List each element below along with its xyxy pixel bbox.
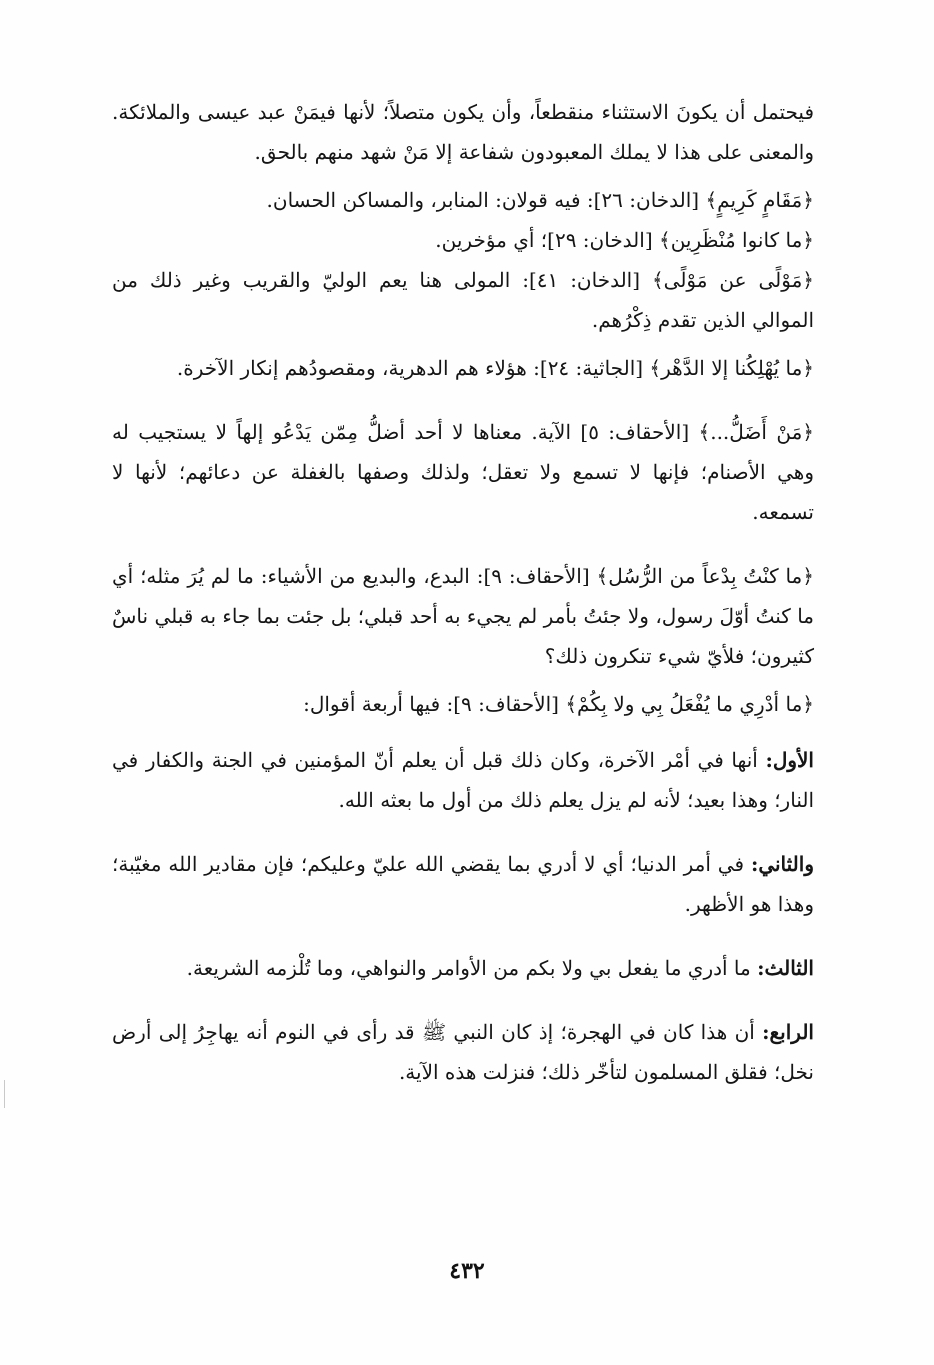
paragraph-text: ﴿ما كنْتُ بِدْعاً من الرُّسُل﴾ [الأحقاف: ٩]: البدع، والبديع من الأشياء: ما لم يُرَ مثله؛ أي ما كنتُ أوّلَ رسول، ولا جئتُ بأمر لم يجيء به أحد قبلي؛ بل جئت بما جاء به قبلي ناسٌ كثيرون؛ فلأيّ شيء تنكرون ذلك؟ <box>112 564 814 668</box>
paragraph-maqam-karim <box>112 180 814 220</box>
paragraph-text: ﴿مَقَامٍ كَرِيمٍ﴾ [الدخان: ٢٦]: فيه قولان: المنابر، والمساكن الحسان. <box>266 188 814 212</box>
paragraph-text: أنها في أمْر الآخرة، وكان ذلك قبل أن يعلم أنّ المؤمنين في الجنة والكفار في النار؛ وهذا بعيد؛ لأنه لم يزل يعلم ذلك من أول ما بعثه الله. <box>112 748 814 812</box>
paragraph-dahr <box>112 348 814 388</box>
paragraph-text: فيحتمل أن يكونَ الاستثناء منقطعاً، وأن يكون متصلاً؛ لأنها فيمَنْ عبد عيسى والملائكة. والمعنى على هذا لا يملك المعبودون شفاعة إلا مَنْ شهد منهم بالحق. <box>112 100 814 164</box>
paragraph-text: ﴿ما كانوا مُنْظَرِين﴾ [الدخان: ٢٩]؛ أي مؤخرين. <box>435 228 814 252</box>
paragraph-lead: والثاني: <box>750 852 814 876</box>
paragraph-lead: الأول: <box>765 748 814 772</box>
paragraph-third-opinion <box>112 948 814 988</box>
paragraph-mawla <box>112 260 814 340</box>
page-number: ٤٣٢ <box>449 1258 485 1284</box>
paragraph-second-opinion <box>112 844 814 924</box>
paragraph-text: ﴿مَوْلًى عن مَوْلًى﴾ [الدخان: ٤١]: المولى هنا يعم الوليّ والقريب وغير ذلك من الموالي الذين تقدم ذِكْرُهم. <box>112 268 814 332</box>
paragraph-munzarin <box>112 220 814 260</box>
paragraph-text: في أمر الدنيا؛ أي لا أدري بما يقضي الله عليّ وعليكم؛ فإن مقادير الله مغيّبة؛ وهذا هو الأظهر. <box>112 852 814 916</box>
paragraph-text: أن هذا كان في الهجرة؛ إذ كان النبي ﷺ قد رأى في النوم أنه يهاجِرُ إلى أرض نخل؛ فقلق المسلمون لتأخّر ذلك؛ فنزلت هذه الآية. <box>112 1020 814 1084</box>
paragraph-lead: الثالث: <box>757 956 814 980</box>
page-body <box>112 92 814 1092</box>
paragraph-text: ﴿ما يُهْلِكُنا إلا الدَّهْر﴾ [الجاثية: ٢٤]: هؤلاء هم الدهرية، ومقصودُهم إنكار الآخرة. <box>176 356 814 380</box>
paragraph-intro <box>112 92 814 172</box>
paragraph-adall <box>112 412 814 532</box>
margin-mark <box>4 1080 5 1108</box>
paragraph-text: ﴿ما أدْرِي ما يُفْعَلُ بِي ولا بِكُمْ﴾ [الأحقاف: ٩]: فيها أربعة أقوال: <box>303 692 814 716</box>
paragraph-text: ﴿مَنْ أَضَلُّ...﴾ [الأحقاف: ٥] الآية. معناها لا أحد أضلُّ مِمّن يَدْعُو إلهاً لا يستجيب له وهي الأصنام؛ فإنها لا تسمع ولا تعقل؛ ولذلك وصفها بالغفلة عن دعائهم؛ لأنها لا تسمعه. <box>112 420 814 524</box>
paragraph-ma-adri <box>112 684 814 724</box>
paragraph-fourth-opinion <box>112 1012 814 1092</box>
paragraph-lead: الرابع: <box>762 1020 814 1044</box>
paragraph-bidan <box>112 556 814 676</box>
paragraph-first-opinion <box>112 740 814 820</box>
paragraph-text: ما أدري ما يفعل بي ولا بكم من الأوامر والنواهي، وما تُلْزمه الشريعة. <box>186 956 758 980</box>
